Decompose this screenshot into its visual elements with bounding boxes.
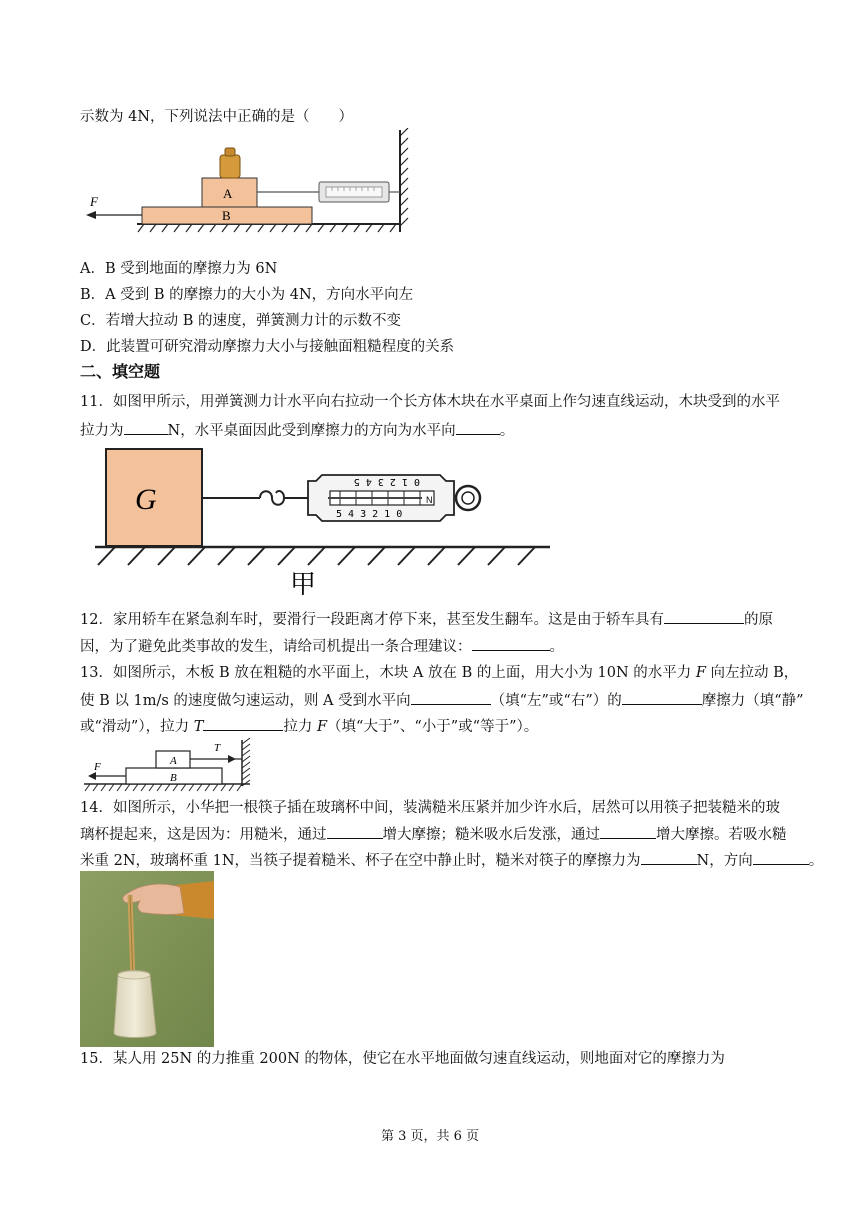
q13-label-b: B	[170, 772, 177, 784]
page-footer: 第 3 页，共 6 页	[380, 1129, 480, 1144]
q13-label-f: F	[94, 761, 101, 773]
q15-line1: 15．某人用 25N 的力推重 200N 的物体，使它在水平地面做匀速直线运动，则地面对它的摩擦力为	[80, 1051, 725, 1067]
q13-text-h: （填“大于”、“小于”或“等于”）。	[327, 719, 539, 735]
q14-line3	[80, 850, 823, 871]
q14-line2	[80, 824, 787, 845]
q10-option-c: C．若增大拉动 B 的速度，弹簧测力计的示数不变	[80, 313, 401, 329]
force-f-label: F	[90, 194, 98, 209]
q13-text-f: 或“滑动”），拉力	[80, 719, 194, 735]
q10-option-d: D．此装置可研究滑动摩擦力大小与接触面粗糙程度的关系	[80, 339, 455, 355]
q11-line2	[80, 420, 514, 441]
q14-text-a: 璃杯提起来，这是因为：用糙米，通过	[80, 827, 327, 843]
q13-label-a: A	[170, 755, 177, 767]
q13-line1	[80, 663, 798, 683]
q14-text-e: N，方向	[696, 853, 753, 869]
q13-text-b: 向左拉动 B，	[705, 665, 799, 681]
q14-blank-1[interactable]	[327, 824, 383, 839]
block-a-label: A	[223, 186, 233, 201]
q13-tension-t: T	[193, 719, 204, 735]
q10-option-b: B．A 受到 B 的摩擦力的大小为 4N，方向水平向左	[80, 287, 414, 303]
q11-text-b: N，水平桌面因此受到摩擦力的方向为水平向	[167, 423, 456, 439]
q12-blank-2[interactable]	[472, 636, 550, 651]
q14-blank-3[interactable]	[641, 850, 697, 865]
q13-text-c: 使 B 以 1m/s 的速度做匀速运动，则 A 受到水平向	[80, 693, 411, 709]
q10-figure	[82, 128, 412, 240]
q14-text-f: 。	[808, 853, 824, 869]
q10-option-a: A．B 受到地面的摩擦力为 6N	[80, 261, 278, 277]
q11-figure	[90, 445, 555, 600]
q11-blank-1[interactable]	[124, 420, 168, 435]
q12-text-b: 的原	[743, 612, 773, 628]
q12-line1	[80, 609, 773, 630]
q14-blank-4[interactable]	[753, 850, 809, 865]
rice-cup-photo	[80, 871, 214, 1047]
q13-line2	[80, 690, 804, 711]
scale-unit: N	[426, 495, 433, 505]
block-g-label: G	[135, 483, 157, 516]
q14-text-c: 增大摩擦。若吸水糙	[656, 827, 787, 843]
scale-bottom-digits: 5 4 3 2 1 0	[336, 509, 403, 520]
q10-stem: 示数为 4N，下列说法中正确的是（ ）	[80, 109, 354, 125]
scale-top-digits: 0 1 2 3 4 5	[353, 476, 420, 487]
q13-blank-1[interactable]	[411, 690, 491, 705]
q14-text-d: 米重 2N，玻璃杯重 1N，当筷子提着糙米、杯子在空中静止时，糙米对筷子的摩擦力为	[80, 853, 641, 869]
q13-blank-3[interactable]	[203, 716, 283, 731]
q13-line3	[80, 716, 538, 737]
q13-text-d: （填“左”或“右”）的	[490, 693, 622, 709]
board-b-label: B	[222, 208, 231, 223]
q11-text-c: 。	[499, 423, 515, 439]
q13-text-e: 摩擦力（填“静”	[701, 693, 804, 709]
q13-blank-2[interactable]	[622, 690, 702, 705]
q13-text-g: 拉力	[283, 719, 317, 735]
q12-line2	[80, 636, 564, 657]
q12-text-a: 12．家用轿车在紧急刹车时，要滑行一段距离才停下来，甚至发生翻车。这是由于轿车具有	[80, 612, 664, 628]
q13-force-f2: F	[316, 719, 328, 735]
q13-text-a: 13．如图所示，木板 B 放在粗糙的水平面上，木块 A 放在 B 的上面，用大小为 10N 的水平力	[80, 665, 696, 681]
q14-text-b: 增大摩擦；糙米吸水后发涨，通过	[382, 827, 600, 843]
figure-caption: 甲	[290, 570, 317, 600]
q13-force-f: F	[695, 665, 706, 681]
q13-figure	[82, 738, 258, 794]
section-heading: 二、填空题	[80, 362, 161, 381]
q12-text-d: 。	[549, 639, 564, 655]
q11-blank-2[interactable]	[456, 420, 500, 435]
q13-label-t: T	[214, 742, 221, 754]
q12-blank-1[interactable]	[664, 609, 744, 624]
q14-blank-2[interactable]	[600, 824, 656, 839]
q11-text-a: 拉力为	[80, 423, 124, 439]
q14-line1: 14．如图所示，小华把一根筷子插在玻璃杯中间，装满糙米压紧并加少许水后，居然可以用筷子把装糙米的玻	[80, 800, 780, 816]
q12-text-c: 因，为了避免此类事故的发生，请给司机提出一条合理建议：	[80, 639, 472, 655]
q11-line1: 11．如图甲所示，用弹簧测力计水平向右拉动一个长方体木块在水平桌面上作匀速直线运动，木块受到的水平	[80, 394, 780, 410]
